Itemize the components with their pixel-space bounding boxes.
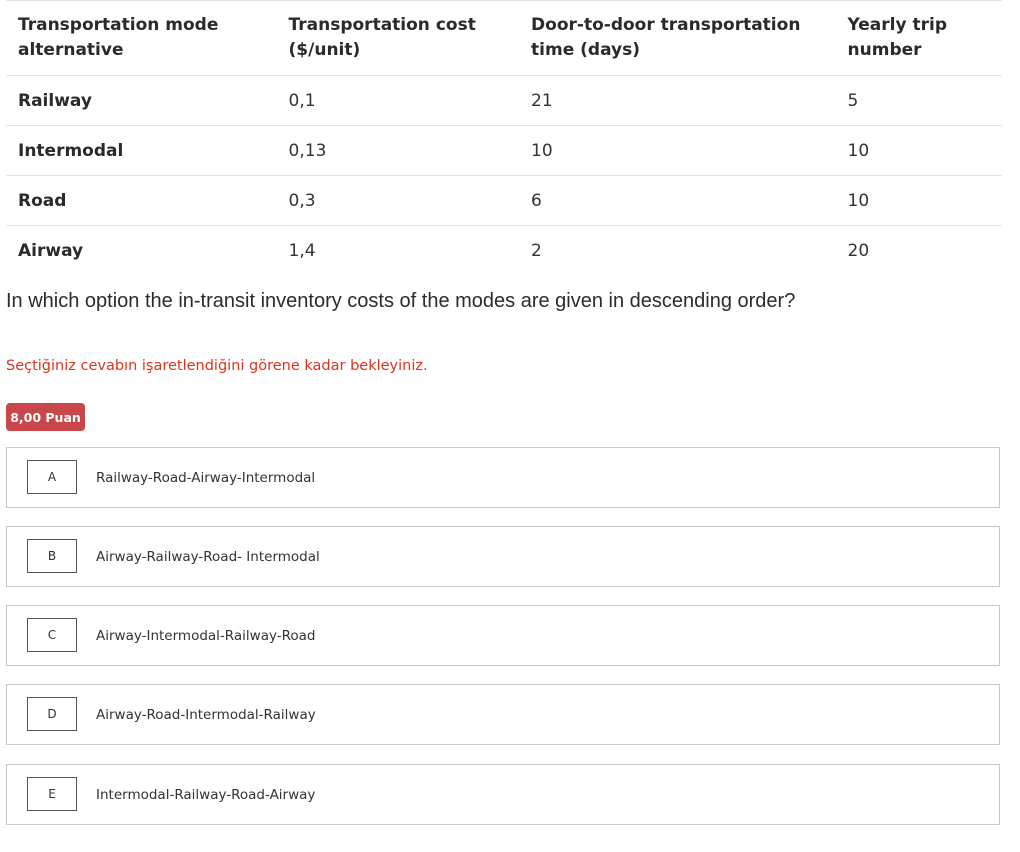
table-header-row	[6, 1, 1002, 76]
option-letter-box[interactable]: C	[27, 618, 77, 652]
answer-option-d[interactable]	[6, 684, 1000, 745]
option-text: Airway-Railway-Road- Intermodal	[96, 548, 320, 565]
cell-mode: Railway	[6, 76, 277, 126]
table-row	[6, 126, 1002, 176]
cell-mode: Airway	[6, 226, 277, 276]
option-text: Intermodal-Railway-Road-Airway	[96, 786, 316, 803]
cell-cost: 0,13	[277, 126, 520, 176]
cell-trips: 5	[836, 76, 1002, 126]
transport-data-table	[6, 0, 1002, 275]
cell-time: 10	[519, 126, 835, 176]
cell-time: 2	[519, 226, 835, 276]
answer-option-c[interactable]	[6, 605, 1000, 666]
question-text: In which option the in-transit inventory costs of the modes are given in descending order?	[6, 290, 796, 312]
header-cost: Transportation cost ($/unit)	[277, 1, 520, 76]
answer-option-e[interactable]	[6, 764, 1000, 825]
header-trips: Yearly trip number	[836, 1, 1002, 76]
cell-trips: 10	[836, 126, 1002, 176]
cell-cost: 0,1	[277, 76, 520, 126]
option-text: Airway-Road-Intermodal-Railway	[96, 706, 316, 723]
header-time: Door-to-door transportation time (days)	[519, 1, 835, 76]
header-mode: Transportation mode alternative	[6, 1, 277, 76]
cell-trips: 10	[836, 176, 1002, 226]
option-letter-box[interactable]: B	[27, 539, 77, 573]
cell-cost: 0,3	[277, 176, 520, 226]
cell-trips: 20	[836, 226, 1002, 276]
option-letter-box[interactable]: A	[27, 460, 77, 494]
option-letter-box[interactable]: D	[27, 697, 77, 731]
option-text: Airway-Intermodal-Railway-Road	[96, 627, 316, 644]
option-letter-box[interactable]: E	[27, 777, 77, 811]
cell-mode: Intermodal	[6, 126, 277, 176]
table-row	[6, 226, 1002, 276]
cell-time: 21	[519, 76, 835, 126]
cell-cost: 1,4	[277, 226, 520, 276]
answer-option-a[interactable]	[6, 447, 1000, 508]
table-row	[6, 76, 1002, 126]
cell-mode: Road	[6, 176, 277, 226]
wait-warning-text: Seçtiğiniz cevabın işaretlendiğini görene kadar bekleyiniz.	[6, 358, 428, 374]
answer-option-b[interactable]	[6, 526, 1000, 587]
option-text: Railway-Road-Airway-Intermodal	[96, 469, 316, 486]
table-row	[6, 176, 1002, 226]
points-badge: 8,00 Puan	[6, 403, 85, 431]
cell-time: 6	[519, 176, 835, 226]
